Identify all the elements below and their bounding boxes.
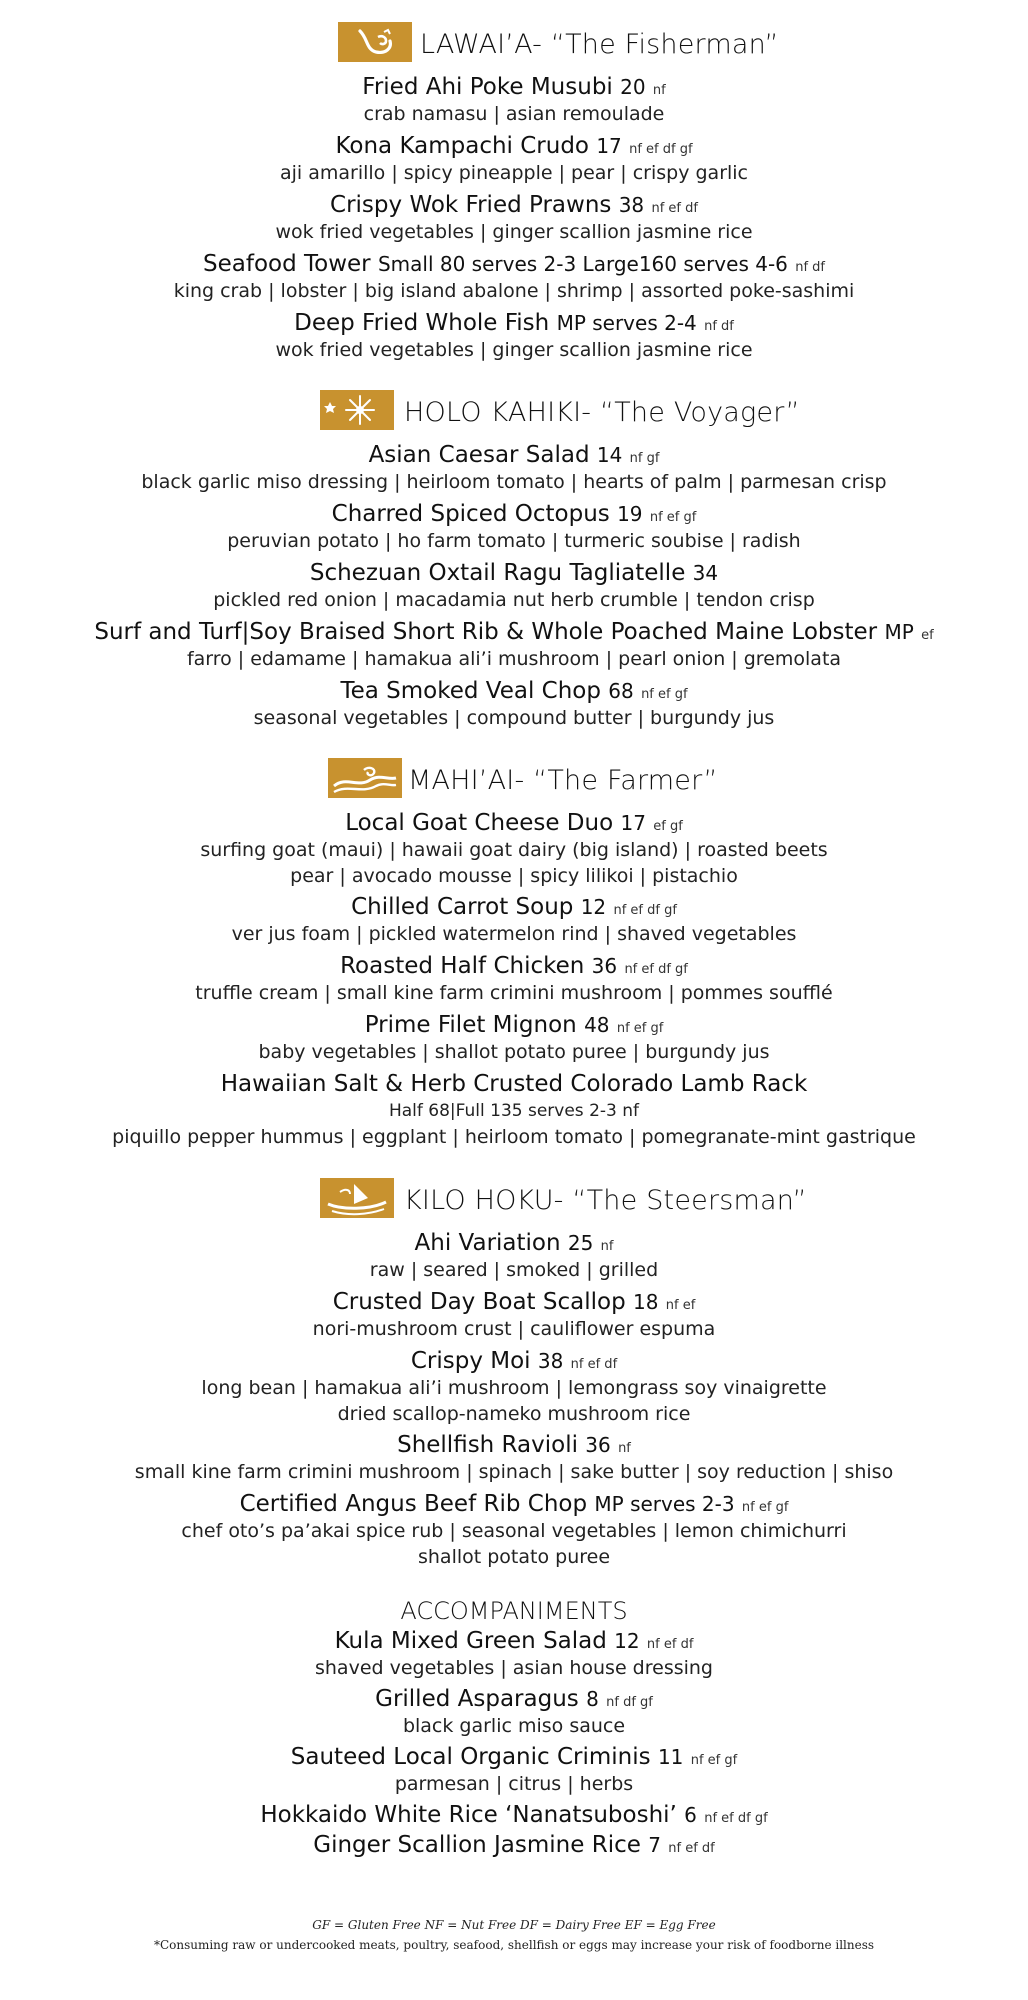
section-title: KILO HOKU- “The Steersman” <box>404 1185 807 1216</box>
section-header <box>0 758 1028 804</box>
item-name: Kona Kampachi Crudo <box>335 133 590 159</box>
menu-item <box>0 1830 1028 1864</box>
item-name: Fried Ahi Poke Musubi <box>362 74 613 100</box>
item-description: shaved vegetables | asian house dressing <box>314 1657 713 1679</box>
item-price: MP serves 2-3 <box>594 1492 735 1516</box>
section-header <box>0 390 1028 436</box>
item-description: baby vegetables | shallot potato puree | burgundy jus <box>258 1041 770 1063</box>
item-name: Charred Spiced Octopus <box>331 501 610 527</box>
item-tags: nf <box>652 83 666 98</box>
item-description: wok fried vegetables | ginger scallion jasmine rice <box>275 339 753 361</box>
item-name: Certified Angus Beef Rib Chop <box>239 1491 588 1517</box>
item-description: parmesan | citrus | herbs <box>394 1773 634 1795</box>
item-tags: ef gf <box>653 819 683 834</box>
item-description: piquillo pepper hummus | eggplant | heirloom tomato | pomegranate-mint gastrique <box>112 1126 916 1148</box>
item-name: Kula Mixed Green Salad <box>334 1628 607 1654</box>
item-name: Deep Fried Whole Fish <box>294 310 550 336</box>
item-price: 7 <box>648 1833 661 1857</box>
item-price: 36 <box>585 1433 611 1457</box>
item-name: Schezuan Oxtail Ragu Tagliatelle <box>309 560 686 586</box>
item-tags: nf ef gf <box>649 510 697 525</box>
item-tags: nf ef gf <box>690 1753 738 1768</box>
item-description: wok fried vegetables | ginger scallion jasmine rice <box>275 221 753 243</box>
item-name: Sauteed Local Organic Criminis <box>290 1744 651 1770</box>
item-price: 38 <box>618 193 645 217</box>
item-name: Crispy Moi <box>410 1348 531 1374</box>
star-compass-icon <box>320 390 394 430</box>
item-description: farro | edamame | hamakua ali’i mushroom | pearl onion | gremolata <box>186 648 842 670</box>
item-description: seasonal vegetables | compound butter | burgundy jus <box>253 707 775 729</box>
consumption-warning: *Consuming raw or undercooked meats, poultry, seafood, shellfish or eggs may increase your risk of foodborne illness <box>153 1938 875 1952</box>
item-price: 48 <box>584 1013 610 1037</box>
item-price: 20 <box>620 75 646 99</box>
item-tags: nf ef df gf <box>629 142 693 157</box>
item-description: black garlic miso sauce <box>402 1715 626 1737</box>
section-header <box>0 22 1028 68</box>
item-name: Hawaiian Salt & Herb Crusted Colorado Lamb Rack <box>220 1071 808 1097</box>
item-tags: nf <box>618 1441 631 1456</box>
item-price: 38 <box>537 1349 564 1373</box>
section-title: ACCOMPANIMENTS <box>400 1597 628 1625</box>
item-price: 8 <box>586 1687 599 1711</box>
item-description: king crab | lobster | big island abalone | shrimp | assorted poke-sashimi <box>173 280 855 302</box>
item-description: aji amarillo | spicy pineapple | pear | crispy garlic <box>279 162 749 184</box>
item-name: Crusted Day Boat Scallop <box>332 1289 626 1315</box>
item-tags: nf ef df <box>651 201 698 216</box>
item-name: Roasted Half Chicken <box>340 953 585 979</box>
item-tags: nf df <box>795 260 825 275</box>
item-tags: nf ef df <box>570 1357 618 1372</box>
section-title: HOLO KAHIKI- “The Voyager” <box>404 397 800 428</box>
item-tags: nf ef <box>665 1298 696 1313</box>
item-price: 14 <box>596 443 623 467</box>
item-price: 19 <box>617 502 643 526</box>
item-description: raw | seared | smoked | grilled <box>369 1259 659 1281</box>
item-price: 17 <box>596 134 622 158</box>
item-price: 6 <box>684 1803 697 1827</box>
fish-hook-icon <box>338 22 412 62</box>
item-description: pickled red onion | macadamia nut herb crumble | tendon crisp <box>213 589 815 611</box>
item-price: 12 <box>580 895 607 919</box>
section-header <box>0 1178 1028 1224</box>
item-tags: nf <box>600 1239 614 1254</box>
item-tags: nf ef df <box>646 1637 694 1652</box>
item-description: peruvian potato | ho farm tomato | turmeric soubise | radish <box>227 530 801 552</box>
item-description: pear | avocado mousse | spicy lilikoi | pistachio <box>290 865 738 887</box>
item-price: 34 <box>692 561 719 585</box>
item-price: 18 <box>632 1290 659 1314</box>
item-description: black garlic miso dressing | heirloom tomato | hearts of palm | parmesan crisp <box>141 471 887 493</box>
item-tags: nf ef df gf <box>624 962 688 977</box>
item-name: Surf and Turf|Soy Braised Short Rib & Whole Poached Maine Lobster <box>94 619 878 645</box>
wave-field-icon <box>328 758 402 798</box>
item-tags: ef <box>921 628 934 643</box>
item-price: 25 <box>567 1231 594 1255</box>
item-name: Hokkaido White Rice ‘Nanatsuboshi’ <box>260 1802 677 1828</box>
item-description: dried scallop-nameko mushroom rice <box>337 1403 691 1425</box>
item-price: 12 <box>614 1629 640 1653</box>
item-name: Tea Smoked Veal Chop <box>340 678 601 704</box>
item-price: Small 80 serves 2-3 Large160 serves 4-6 <box>377 252 788 276</box>
item-description: long bean | hamakua ali’i mushroom | lemongrass soy vinaigrette <box>201 1377 827 1399</box>
item-name: Seafood Tower <box>203 251 371 277</box>
item-tags: nf df <box>704 319 734 334</box>
section-title: LAWAI’A- “The Fisherman” <box>420 29 779 60</box>
item-name: Chilled Carrot Soup <box>351 894 574 920</box>
item-name: Ginger Scallion Jasmine Rice <box>313 1832 641 1858</box>
item-name: Shellfish Ravioli <box>397 1432 578 1458</box>
item-description: truffle cream | small kine farm crimini mushroom | pommes soufflé <box>195 982 833 1004</box>
canoe-icon <box>320 1178 394 1218</box>
item-price: 17 <box>620 811 646 835</box>
item-name: Ahi Variation <box>414 1230 561 1256</box>
item-tags: nf ef gf <box>616 1021 664 1036</box>
item-name: Grilled Asparagus <box>375 1686 579 1712</box>
item-tags: nf ef gf <box>641 687 688 702</box>
item-description: chef oto’s pa’akai spice rub | seasonal vegetables | lemon chimichurri <box>181 1520 847 1542</box>
item-price: 36 <box>591 954 618 978</box>
item-description: ver jus foam | pickled watermelon rind | shaved vegetables <box>231 923 797 945</box>
menu-item <box>0 1069 1028 1099</box>
section-title: MAHI’AI- “The Farmer” <box>408 765 718 796</box>
item-name: Asian Caesar Salad <box>368 442 590 468</box>
item-name: Crispy Wok Fried Prawns <box>330 192 612 218</box>
menu-item <box>0 1800 1028 1834</box>
item-tags: nf gf <box>629 451 660 466</box>
item-price: MP serves 2-4 <box>556 311 697 335</box>
item-tags: nf df gf <box>606 1695 653 1710</box>
item-price: 11 <box>657 1745 684 1769</box>
item-name: Prime Filet Mignon <box>364 1012 577 1038</box>
item-description: surfing goat (maui) | hawaii goat dairy (big island) | roasted beets <box>200 839 828 861</box>
item-tags: nf ef gf <box>741 1500 789 1515</box>
item-price: MP <box>884 620 914 644</box>
item-description: shallot potato puree <box>417 1546 611 1568</box>
item-name: Local Goat Cheese Duo <box>345 810 614 836</box>
item-tags: nf ef df <box>668 1841 715 1856</box>
item-tags: nf ef df gf <box>613 903 677 918</box>
item-description: Half 68|Full 135 serves 2-3 nf <box>388 1101 639 1121</box>
item-price: 68 <box>608 679 634 703</box>
item-description: nori-mushroom crust | cauliflower espuma <box>312 1318 716 1340</box>
item-description: crab namasu | asian remoulade <box>363 103 665 125</box>
item-tags: nf ef df gf <box>704 1811 768 1826</box>
item-description: small kine farm crimini mushroom | spinach | sake butter | soy reduction | shiso <box>134 1461 894 1483</box>
dietary-legend: GF = Gluten Free NF = Nut Free DF = Dairy Free EF = Egg Free <box>312 1918 716 1932</box>
